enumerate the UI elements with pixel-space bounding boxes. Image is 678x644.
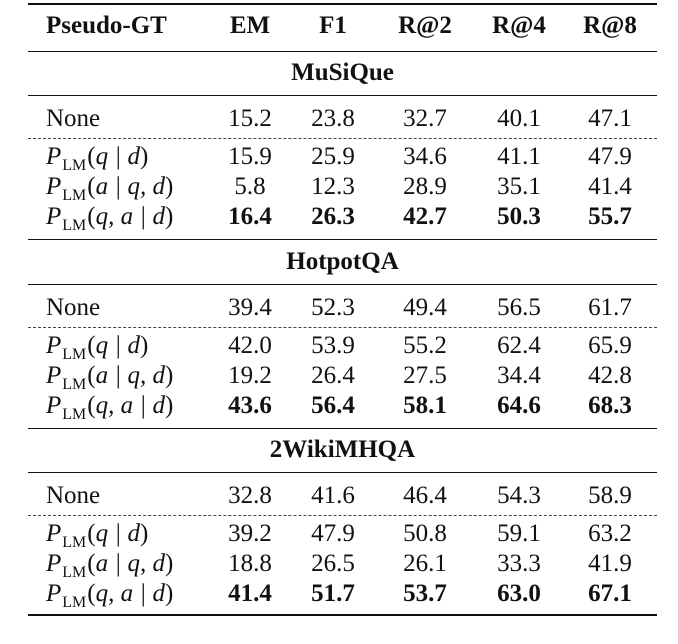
value-cell: 41.6 (311, 482, 355, 509)
prob-subscript: LM (62, 187, 87, 204)
value-cell: 56.5 (497, 294, 541, 321)
prob-symbol: P (46, 173, 62, 200)
value-cell: 63.0 (497, 580, 541, 607)
header-rule (28, 51, 657, 52)
method-cell (46, 331, 148, 364)
prob-symbol: P (46, 332, 62, 359)
value-cell: 32.8 (228, 482, 272, 509)
header-r8: R@8 (583, 12, 637, 39)
value-cell: 41.9 (588, 550, 632, 577)
prob-subscript: LM (62, 406, 87, 423)
value-cell: 67.1 (588, 580, 632, 607)
value-cell: 64.6 (497, 392, 541, 419)
method-cell (46, 202, 173, 235)
table-row (28, 391, 657, 421)
section-end-rule (28, 428, 657, 429)
paren-close: ) (139, 332, 149, 359)
dashed-separator (28, 138, 657, 139)
conditional-argument: q, a | d (95, 203, 165, 230)
table-row (28, 142, 657, 172)
value-cell: 26.3 (311, 203, 355, 230)
section-rule (28, 472, 657, 473)
value-cell: 15.9 (228, 143, 272, 170)
value-cell: 41.1 (497, 143, 541, 170)
prob-subscript: LM (62, 217, 87, 234)
paren-open: ( (87, 143, 96, 170)
paren-open: ( (87, 332, 96, 359)
conditional-argument: q | d (95, 520, 140, 547)
value-cell: 23.8 (311, 105, 355, 132)
section-title: MuSiQue (291, 59, 394, 86)
table-row (28, 579, 657, 609)
header-row (28, 11, 657, 41)
value-cell: 53.7 (403, 580, 447, 607)
value-cell: 5.8 (234, 173, 266, 200)
value-cell: 28.9 (403, 173, 447, 200)
value-cell: 25.9 (311, 143, 355, 170)
paren-open: ( (87, 203, 96, 230)
value-cell: 53.9 (311, 332, 355, 359)
method-cell: None (46, 105, 101, 132)
method-cell: None (46, 482, 101, 509)
prob-subscript: LM (62, 346, 87, 363)
section-title: 2WikiMHQA (269, 436, 416, 463)
value-cell: 43.6 (228, 392, 272, 419)
prob-subscript: LM (62, 564, 87, 581)
method-cell (46, 579, 173, 612)
value-cell: 26.1 (403, 550, 447, 577)
value-cell: 62.4 (497, 332, 541, 359)
prob-symbol: P (46, 143, 62, 170)
value-cell: 59.1 (497, 520, 541, 547)
value-cell: 68.3 (588, 392, 632, 419)
value-cell: 47.9 (311, 520, 355, 547)
value-cell: 65.9 (588, 332, 632, 359)
prob-subscript: LM (62, 376, 87, 393)
value-cell: 41.4 (588, 173, 632, 200)
method-cell (46, 361, 173, 394)
section-end-rule (28, 239, 657, 240)
value-cell: 12.3 (311, 173, 355, 200)
method-cell (46, 142, 148, 175)
value-cell: 32.7 (403, 105, 447, 132)
dashed-separator (28, 327, 657, 328)
method-cell (46, 519, 148, 552)
header-em: EM (229, 12, 271, 39)
method-cell: None (46, 294, 101, 321)
conditional-argument: q | d (95, 143, 140, 170)
paren-open: ( (87, 362, 96, 389)
value-cell: 55.7 (588, 203, 632, 230)
paren-close: ) (139, 143, 149, 170)
prob-subscript: LM (62, 157, 87, 174)
paren-close: ) (164, 203, 174, 230)
prob-symbol: P (46, 392, 62, 419)
header-f1: F1 (319, 12, 347, 39)
value-cell: 47.1 (588, 105, 632, 132)
value-cell: 61.7 (588, 294, 632, 321)
value-cell: 58.9 (588, 482, 632, 509)
paren-close: ) (164, 362, 174, 389)
value-cell: 41.4 (228, 580, 272, 607)
value-cell: 54.3 (497, 482, 541, 509)
paren-open: ( (87, 173, 96, 200)
value-cell: 56.4 (311, 392, 355, 419)
method-cell (46, 391, 173, 424)
header-r4: R@4 (492, 12, 546, 39)
prob-symbol: P (46, 550, 62, 577)
paren-open: ( (87, 550, 96, 577)
dashed-separator (28, 515, 657, 516)
value-cell: 63.2 (588, 520, 632, 547)
paren-close: ) (164, 550, 174, 577)
value-cell: 39.4 (228, 294, 272, 321)
paren-close: ) (139, 520, 149, 547)
value-cell: 15.2 (228, 105, 272, 132)
paren-open: ( (87, 580, 96, 607)
prob-symbol: P (46, 203, 62, 230)
prob-symbol: P (46, 520, 62, 547)
conditional-argument: a | q, d (95, 173, 165, 200)
value-cell: 34.6 (403, 143, 447, 170)
conditional-argument: a | q, d (95, 550, 165, 577)
paren-close: ) (164, 173, 174, 200)
value-cell: 34.4 (497, 362, 541, 389)
table-row (28, 202, 657, 232)
conditional-argument: q, a | d (95, 392, 165, 419)
value-cell: 50.3 (497, 203, 541, 230)
value-cell: 55.2 (403, 332, 447, 359)
conditional-argument: q, a | d (95, 580, 165, 607)
value-cell: 58.1 (403, 392, 447, 419)
value-cell: 51.7 (311, 580, 355, 607)
prob-subscript: LM (62, 594, 87, 611)
header-pseudo-gt: Pseudo-GT (46, 12, 167, 39)
value-cell: 46.4 (403, 482, 447, 509)
value-cell: 35.1 (497, 173, 541, 200)
value-cell: 52.3 (311, 294, 355, 321)
value-cell: 40.1 (497, 105, 541, 132)
conditional-argument: q | d (95, 332, 140, 359)
prob-subscript: LM (62, 534, 87, 551)
bottom-rule (28, 614, 657, 616)
section-title: HotpotQA (286, 248, 399, 275)
value-cell: 49.4 (403, 294, 447, 321)
section-rule (28, 95, 657, 96)
value-cell: 42.8 (588, 362, 632, 389)
method-cell (46, 549, 173, 582)
value-cell: 33.3 (497, 550, 541, 577)
value-cell: 26.5 (311, 550, 355, 577)
table-row (28, 172, 657, 202)
value-cell: 39.2 (228, 520, 272, 547)
table-row (28, 331, 657, 361)
value-cell: 47.9 (588, 143, 632, 170)
table-row (28, 549, 657, 579)
paren-open: ( (87, 520, 96, 547)
value-cell: 16.4 (228, 203, 272, 230)
value-cell: 42.0 (228, 332, 272, 359)
paren-close: ) (164, 392, 174, 419)
value-cell: 27.5 (403, 362, 447, 389)
paren-open: ( (87, 392, 96, 419)
table-row-baseline (28, 104, 657, 134)
method-cell (46, 172, 173, 205)
prob-symbol: P (46, 580, 62, 607)
table-row-baseline (28, 293, 657, 323)
table-row-baseline (28, 481, 657, 511)
paren-close: ) (164, 580, 174, 607)
table-row (28, 361, 657, 391)
section-rule (28, 284, 657, 285)
value-cell: 18.8 (228, 550, 272, 577)
top-rule (28, 3, 657, 5)
value-cell: 26.4 (311, 362, 355, 389)
table-row (28, 519, 657, 549)
value-cell: 50.8 (403, 520, 447, 547)
prob-symbol: P (46, 362, 62, 389)
conditional-argument: a | q, d (95, 362, 165, 389)
header-r2: R@2 (398, 12, 452, 39)
value-cell: 19.2 (228, 362, 272, 389)
value-cell: 42.7 (403, 203, 447, 230)
